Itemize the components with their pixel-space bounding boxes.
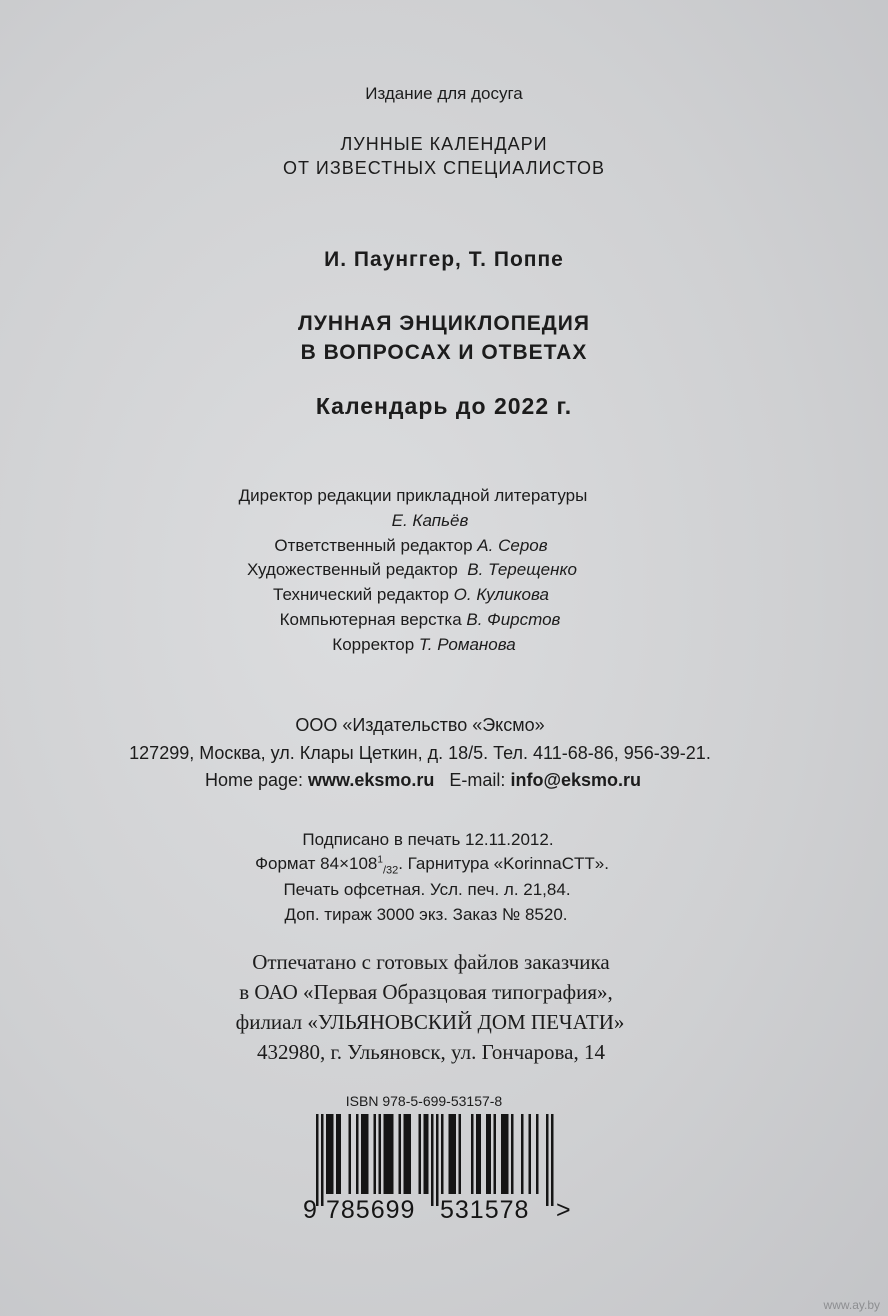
publisher-address: 127299, Москва, ул. Клары Цеткин, д. 18/5. Тел. 411-68-86, 956-39-21. [129, 743, 711, 763]
barcode-bar [386, 1114, 389, 1194]
barcode-bar [384, 1114, 387, 1194]
barcode-bar [389, 1114, 392, 1194]
barcode-bar [316, 1114, 319, 1206]
printer-line3: филиал «УЛЬЯНОВСКИЙ ДОМ ПЕЧАТИ» [235, 1010, 625, 1034]
barcode-bar [476, 1114, 479, 1194]
barcode-bar [486, 1114, 489, 1194]
print-signed: Подписано в печать 12.11.2012. [302, 830, 554, 849]
barcode-bar [406, 1114, 409, 1194]
book-title-line2: В ВОПРОСАХ И ОТВЕТАХ [300, 341, 588, 364]
credit-editor: Ответственный редактор А. Серов [274, 536, 548, 555]
barcode-digit-first: 9 [303, 1196, 317, 1220]
barcode-bar [391, 1114, 394, 1194]
barcode-bar [424, 1114, 427, 1194]
barcode-bar [511, 1114, 514, 1194]
barcode-bar [366, 1114, 369, 1194]
barcode-bar [454, 1114, 457, 1194]
book-title-line1: ЛУННАЯ ЭНЦИКЛОПЕДИЯ [298, 312, 590, 335]
credit-art-editor: Художественный редактор В. Терещенко [247, 560, 577, 579]
barcode-bar [441, 1114, 444, 1194]
barcode-bar [349, 1114, 352, 1194]
barcode-quiet-mark: > [556, 1196, 571, 1220]
barcode-bar [361, 1114, 364, 1194]
barcode-bar [471, 1114, 474, 1194]
credit-proofreader: Корректор Т. Романова [332, 635, 516, 654]
email-address: info@eksmo.ru [510, 770, 642, 790]
barcode-bar [431, 1114, 434, 1206]
barcode-bar [339, 1114, 342, 1194]
publisher-contacts [0, 770, 867, 791]
barcode-bar [489, 1114, 492, 1194]
barcode-bar [379, 1114, 382, 1194]
credit-director-role: Директор редакции прикладной литературы [238, 486, 588, 505]
barcode-bar [419, 1114, 422, 1194]
email-label: E-mail: [449, 770, 506, 790]
barcode-bar [409, 1114, 412, 1194]
barcode-bar [479, 1114, 482, 1194]
barcode-bar [546, 1114, 549, 1206]
barcode-bar [506, 1114, 509, 1194]
printer-address: 432980, г. Ульяновск, ул. Гончарова, 14 [257, 1040, 605, 1064]
barcode-bar [436, 1114, 439, 1206]
barcode-bar [501, 1114, 504, 1194]
watermark: www.ay.by [823, 1298, 880, 1312]
barcode-bar [494, 1114, 497, 1194]
barcode-bar [336, 1114, 339, 1194]
publisher-name: ООО «Издательство «Эксмо» [295, 715, 545, 735]
credit-tech-editor: Технический редактор О. Куликова [273, 585, 549, 604]
barcode-bar [536, 1114, 539, 1194]
credit-director-name: Е. Капьёв [391, 511, 469, 530]
barcode-bar [451, 1114, 454, 1194]
print-run: Доп. тираж 3000 экз. Заказ № 8520. [284, 905, 568, 924]
print-method: Печать офсетная. Усл. печ. л. 21,84. [283, 880, 571, 899]
barcode-bar [321, 1114, 324, 1206]
barcode-bar [459, 1114, 462, 1194]
barcode-digits-left: 785699 [326, 1196, 416, 1220]
printer-line2: в ОАО «Первая Образцовая типография», [239, 980, 613, 1004]
barcode-bar [426, 1114, 429, 1194]
isbn-barcode [300, 1114, 580, 1220]
print-format: Формат $84\times 108^1_{/32}$. Гарнитура «KorinnaCTT». [255, 854, 609, 877]
isbn-label: ISBN 978-5-699-53157-8 [345, 1093, 503, 1109]
barcode-bar [364, 1114, 367, 1194]
home-page-url: www.eksmo.ru [308, 770, 435, 790]
barcode-bar [399, 1114, 402, 1194]
barcode-bar [404, 1114, 407, 1194]
barcode-bar [521, 1114, 524, 1194]
barcode-bar [331, 1114, 334, 1194]
barcode-digits-right: 531578 [440, 1196, 530, 1220]
barcode-bar [374, 1114, 377, 1194]
printer-line1: Отпечатано с готовых файлов заказчика [252, 950, 610, 974]
credit-layout: Компьютерная верстка В. Фирстов [279, 610, 561, 629]
barcode-bar [449, 1114, 452, 1194]
home-page-label: Home page: [204, 770, 304, 790]
series-title-line2: ОТ ИЗВЕСТНЫХ СПЕЦИАЛИСТОВ [282, 158, 606, 178]
barcode-bar [504, 1114, 507, 1194]
barcode-bar [551, 1114, 554, 1206]
barcode-bar [329, 1114, 332, 1194]
barcode-bar [326, 1114, 329, 1194]
barcode-bar [529, 1114, 532, 1194]
series-title-line1: ЛУННЫЕ КАЛЕНДАРИ [340, 134, 548, 154]
barcode-bar [356, 1114, 359, 1194]
authors: И. Паунггер, Т. Поппе [324, 248, 564, 271]
series-note: Издание для досуга [365, 84, 523, 103]
book-subtitle: Календарь до 2022 г. [315, 393, 573, 419]
